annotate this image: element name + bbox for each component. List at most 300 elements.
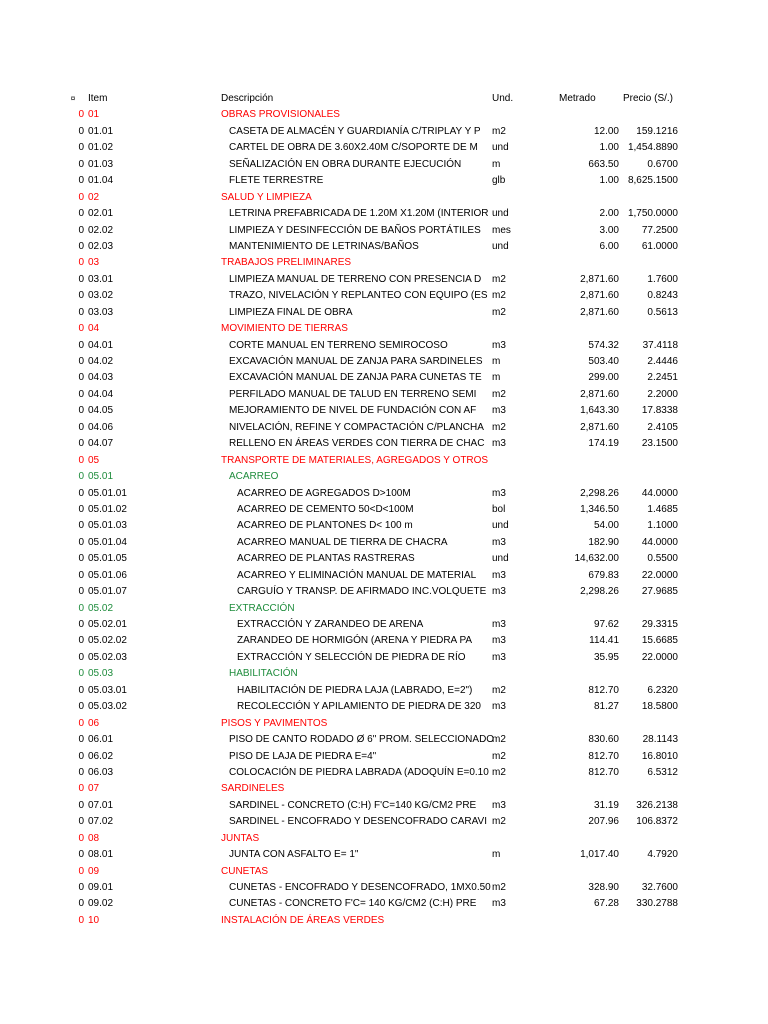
- flag-cell: 0: [78, 372, 84, 384]
- flag-cell: 0: [78, 224, 84, 236]
- item-code-cell: 05.03.02: [88, 701, 127, 713]
- chapter-row: [0, 453, 768, 469]
- description-cell: SARDINELES: [221, 783, 285, 795]
- item-code-cell: 05.01.07: [88, 586, 127, 598]
- unit-cell: m3: [492, 536, 506, 548]
- metrado-cell: 1,017.40: [580, 849, 619, 861]
- description-cell: CARGUÍO Y TRANSP. DE AFIRMADO INC.VOLQUETE: [237, 586, 487, 598]
- precio-cell: 15.6685: [641, 635, 678, 647]
- item-code-cell: 05.01.01: [88, 487, 127, 499]
- flag-cell: 0: [78, 438, 84, 450]
- item-row: [0, 568, 768, 584]
- flag-cell: 0: [78, 273, 84, 285]
- flag-cell: 0: [78, 799, 84, 811]
- flag-cell: 0: [78, 306, 84, 318]
- item-code-cell: 01.02: [88, 142, 114, 154]
- chapter-row: [0, 864, 768, 880]
- flag-cell: 0: [78, 602, 84, 614]
- description-cell: MOVIMIENTO DE TIERRAS: [221, 323, 348, 335]
- metrado-cell: 812.70: [588, 750, 619, 762]
- item-code-cell: 08: [88, 832, 100, 844]
- flag-cell: 0: [78, 553, 84, 565]
- item-code-cell: 09: [88, 865, 100, 877]
- flag-cell: 0: [78, 816, 84, 828]
- unit-cell: m2: [492, 290, 506, 302]
- metrado-cell: 114.41: [589, 635, 619, 647]
- precio-cell: 1,454.8890: [627, 142, 678, 154]
- precio-cell: 61.0000: [641, 240, 678, 252]
- precio-cell: 29.3315: [641, 619, 678, 630]
- precio-cell: 2.2000: [647, 388, 678, 400]
- description-cell: LIMPIEZA Y DESINFECCIÓN DE BAÑOS PORTÁTILES: [229, 224, 481, 236]
- description-cell: SEÑALIZACIÓN EN OBRA DURANTE EJECUCIÓN: [229, 158, 462, 170]
- flag-cell: 0: [78, 191, 84, 203]
- flag-cell: 0: [78, 619, 84, 630]
- flag-cell: 0: [78, 701, 84, 713]
- chapter-row: [0, 321, 768, 337]
- item-row: [0, 403, 768, 419]
- unit-cell: m2: [492, 273, 506, 285]
- item-code-cell: 05.01.02: [88, 503, 127, 515]
- item-row: [0, 124, 768, 140]
- metrado-cell: 174.19: [588, 438, 619, 450]
- description-cell: ACARREO DE AGREGADOS D>100M: [237, 487, 411, 499]
- precio-cell: 0.8243: [647, 290, 678, 302]
- description-cell: EXTRACCIÓN Y ZARANDEO DE ARENA: [237, 619, 424, 630]
- metrado-cell: 12.00: [593, 125, 619, 137]
- precio-cell: 28.1143: [642, 734, 678, 746]
- description-cell: MANTENIMIENTO DE LETRINAS/BAÑOS: [229, 240, 419, 252]
- item-row: [0, 420, 768, 436]
- item-code-cell: 05.01.05: [88, 553, 127, 565]
- flag-cell: 0: [78, 356, 84, 367]
- precio-cell: 18.5800: [641, 701, 678, 713]
- item-code-cell: 04.06: [88, 421, 114, 433]
- precio-cell: 106.8372: [636, 816, 678, 828]
- item-code-cell: 01: [88, 109, 100, 121]
- item-row: [0, 140, 768, 156]
- metrado-cell: 503.40: [588, 356, 619, 367]
- flag-cell: 0: [78, 734, 84, 746]
- item-code-cell: 01.04: [88, 175, 114, 187]
- metrado-cell: 812.70: [588, 684, 619, 696]
- unit-cell: und: [492, 520, 509, 532]
- flag-cell: 0: [78, 586, 84, 598]
- metrado-cell: 2,298.26: [580, 487, 619, 499]
- item-code-cell: 05.01.03: [88, 520, 127, 532]
- metrado-cell: 31.19: [593, 799, 619, 811]
- item-row: [0, 551, 768, 567]
- precio-cell: 17.8338: [641, 405, 678, 417]
- flag-cell: 0: [78, 668, 84, 680]
- flag-cell: 0: [78, 323, 84, 335]
- unit-cell: m3: [492, 898, 506, 910]
- chapter-row: [0, 831, 768, 847]
- precio-cell: 4.7920: [647, 849, 678, 861]
- precio-cell: 0.6700: [647, 158, 678, 170]
- chapter-row: [0, 913, 768, 929]
- item-row: [0, 518, 768, 534]
- unit-cell: m3: [492, 569, 506, 581]
- description-cell: EXTRACCIÓN: [229, 602, 295, 614]
- item-code-cell: 04.04: [88, 388, 114, 400]
- unit-cell: m3: [492, 701, 506, 713]
- item-code-cell: 04.03: [88, 372, 114, 384]
- description-cell: TRABAJOS PRELIMINARES: [221, 257, 352, 269]
- unit-cell: m3: [492, 651, 506, 663]
- description-cell: FLETE TERRESTRE: [229, 175, 324, 187]
- description-cell: OBRAS PROVISIONALES: [221, 109, 340, 121]
- item-code-cell: 04.07: [88, 438, 114, 450]
- flag-cell: 0: [78, 125, 84, 137]
- item-code-cell: 06.01: [88, 734, 114, 746]
- flag-cell: 0: [78, 750, 84, 762]
- unit-cell: m3: [492, 799, 506, 811]
- item-row: [0, 272, 768, 288]
- description-cell: CORTE MANUAL EN TERRENO SEMIROCOSO: [229, 339, 448, 351]
- item-code-cell: 08.01: [88, 849, 114, 861]
- flag-cell: 0: [78, 109, 84, 121]
- metrado-cell: 574.32: [588, 339, 619, 351]
- unit-cell: m2: [492, 882, 506, 893]
- chapter-row: [0, 255, 768, 271]
- precio-cell: 1,750.0000: [627, 208, 678, 220]
- metrado-cell: 2,871.60: [580, 290, 619, 302]
- precio-cell: 1.7600: [647, 273, 678, 285]
- item-code-cell: 05.02.03: [88, 651, 127, 663]
- precio-cell: 2.4446: [647, 356, 678, 367]
- metrado-cell: 14,632.00: [574, 553, 619, 565]
- item-row: [0, 765, 768, 781]
- item-code-cell: 07.02: [88, 816, 114, 828]
- description-cell: ACARREO DE PLANTONES D< 100 m: [237, 520, 413, 532]
- flag-cell: 0: [78, 635, 84, 647]
- item-row: [0, 288, 768, 304]
- description-cell: JUNTAS: [221, 832, 260, 844]
- description-cell: RELLENO EN ÁREAS VERDES CON TIERRA DE CHAC: [229, 438, 485, 450]
- unit-cell: m2: [492, 306, 506, 318]
- item-row: [0, 847, 768, 863]
- item-code-cell: 10: [88, 914, 100, 926]
- precio-cell: 23.1500: [641, 438, 678, 450]
- description-cell: ACARREO: [229, 471, 279, 483]
- flag-cell: 0: [78, 684, 84, 696]
- item-code-cell: 02.02: [88, 224, 114, 236]
- description-cell: LIMPIEZA FINAL DE OBRA: [229, 306, 353, 318]
- description-cell: INSTALACIÓN DE ÁREAS VERDES: [221, 914, 385, 926]
- chapter-row: [0, 190, 768, 206]
- precio-cell: 330.2788: [636, 898, 678, 910]
- unit-cell: m2: [492, 734, 506, 746]
- description-cell: CUNETAS - ENCOFRADO Y DESENCOFRADO, 1MX0.50: [229, 882, 491, 893]
- metrado-cell: 1,643.30: [580, 405, 619, 417]
- subchapter-row: [0, 601, 768, 617]
- unit-cell: m3: [492, 438, 506, 450]
- description-cell: EXTRACCIÓN Y SELECCIÓN DE PIEDRA DE RÍO: [237, 651, 466, 663]
- description-cell: EXCAVACIÓN MANUAL DE ZANJA PARA SARDINELES: [229, 356, 483, 367]
- item-row: [0, 732, 768, 748]
- metrado-cell: 54.00: [593, 520, 619, 532]
- description-cell: SALUD Y LIMPIEZA: [221, 191, 312, 203]
- metrado-cell: 2,871.60: [580, 273, 619, 285]
- unit-cell: m2: [492, 388, 506, 400]
- description-cell: TRAZO, NIVELACIÓN Y REPLANTEO CON EQUIPO (ES: [229, 290, 488, 302]
- flag-cell: 0: [78, 898, 84, 910]
- flag-cell: 0: [78, 290, 84, 302]
- flag-cell: 0: [78, 914, 84, 926]
- item-code-cell: 05.01.06: [88, 569, 127, 581]
- description-cell: ACARREO DE CEMENTO 50<D<100M: [237, 503, 414, 515]
- item-row: [0, 305, 768, 321]
- description-cell: SARDINEL - ENCOFRADO Y DESENCOFRADO CARAVI: [229, 816, 488, 828]
- item-row: [0, 535, 768, 551]
- unit-cell: m2: [492, 816, 506, 828]
- item-row: [0, 173, 768, 189]
- unit-cell: m2: [492, 125, 506, 137]
- precio-cell: 2.2451: [647, 372, 678, 384]
- item-code-cell: 04.02: [88, 356, 114, 367]
- chapter-row: [0, 716, 768, 732]
- unit-cell: m3: [492, 619, 506, 630]
- chapter-row: [0, 107, 768, 123]
- metrado-cell: 2,298.26: [580, 586, 619, 598]
- metrado-cell: 2,871.60: [580, 421, 619, 433]
- description-cell: HABILITACIÓN: [229, 668, 298, 680]
- metrado-cell: 67.28: [593, 898, 619, 910]
- item-row: [0, 338, 768, 354]
- unit-cell: m: [492, 849, 501, 861]
- precio-cell: 0.5613: [647, 306, 678, 318]
- unit-cell: m3: [492, 635, 506, 647]
- precio-cell: 44.0000: [641, 487, 678, 499]
- precio-cell: 159.1216: [636, 125, 678, 137]
- unit-cell: m3: [492, 487, 506, 499]
- description-cell: CASETA DE ALMACÉN Y GUARDIANÍA C/TRIPLAY Y P: [229, 125, 481, 137]
- description-cell: ACARREO MANUAL DE TIERRA DE CHACRA: [237, 536, 448, 548]
- flag-cell: 0: [78, 536, 84, 548]
- header-metrado: Metrado: [559, 93, 596, 104]
- flag-cell: 0: [78, 454, 84, 466]
- item-row: [0, 223, 768, 239]
- precio-cell: 326.2138: [636, 799, 678, 811]
- metrado-cell: 812.70: [588, 766, 619, 778]
- metrado-cell: 299.00: [588, 372, 619, 384]
- unit-cell: m: [492, 158, 501, 170]
- metrado-cell: 2,871.60: [580, 306, 619, 318]
- description-cell: CUNETAS - CONCRETO F'C= 140 KG/CM2 (C:H) PRE: [229, 898, 477, 910]
- flag-cell: 0: [78, 865, 84, 877]
- description-cell: COLOCACIÓN DE PIEDRA LABRADA (ADOQUÍN E=0.10: [229, 766, 489, 778]
- metrado-cell: 182.90: [588, 536, 619, 548]
- description-cell: JUNTA CON ASFALTO E= 1": [229, 849, 359, 861]
- precio-cell: 8,625.1500: [627, 175, 678, 187]
- description-cell: MEJORAMIENTO DE NIVEL DE FUNDACIÓN CON AF: [229, 405, 477, 417]
- flag-cell: 0: [78, 832, 84, 844]
- description-cell: LETRINA PREFABRICADA DE 1.20M X1.20M (INTERIOR: [229, 208, 489, 220]
- metrado-cell: 1.00: [599, 175, 619, 187]
- description-cell: EXCAVACIÓN MANUAL DE ZANJA PARA CUNETAS TE: [229, 372, 482, 384]
- metrado-cell: 1.00: [599, 142, 619, 154]
- flag-cell: 0: [78, 405, 84, 417]
- item-row: [0, 814, 768, 830]
- item-row: [0, 749, 768, 765]
- budget-sheet: [0, 91, 768, 929]
- precio-cell: 1.1000: [647, 520, 678, 532]
- flag-cell: 0: [78, 339, 84, 351]
- description-cell: ACARREO DE PLANTAS RASTRERAS: [237, 553, 415, 565]
- flag-cell: 0: [78, 471, 84, 483]
- description-cell: CUNETAS: [221, 865, 269, 877]
- flag-cell: 0: [78, 142, 84, 154]
- subchapter-row: [0, 469, 768, 485]
- item-code-cell: 09.02: [88, 898, 114, 910]
- item-code-cell: 05.02.01: [88, 619, 127, 630]
- item-row: [0, 683, 768, 699]
- metrado-cell: 97.62: [593, 619, 619, 630]
- item-row: [0, 157, 768, 173]
- unit-cell: m3: [492, 339, 506, 351]
- unit-cell: m2: [492, 421, 506, 433]
- item-row: [0, 633, 768, 649]
- description-cell: PISO DE CANTO RODADO Ø 6" PROM. SELECCIONADO: [229, 734, 495, 746]
- subchapter-row: [0, 666, 768, 682]
- item-row: [0, 584, 768, 600]
- header-und: Und.: [492, 93, 514, 104]
- item-row: [0, 617, 768, 633]
- item-code-cell: 05.03.01: [88, 684, 127, 696]
- flag-cell: 0: [78, 240, 84, 252]
- metrado-cell: 830.60: [588, 734, 619, 746]
- item-code-cell: 03.03: [88, 306, 114, 318]
- item-row: [0, 798, 768, 814]
- item-code-cell: 05.02.02: [88, 635, 127, 647]
- unit-cell: und: [492, 208, 509, 220]
- metrado-cell: 663.50: [588, 158, 619, 170]
- item-row: [0, 486, 768, 502]
- metrado-cell: 328.90: [588, 882, 619, 893]
- precio-cell: 22.0000: [641, 651, 678, 663]
- item-code-cell: 07: [88, 783, 100, 795]
- item-code-cell: 02.01: [88, 208, 114, 220]
- item-code-cell: 05: [88, 454, 100, 466]
- item-code-cell: 03.02: [88, 290, 114, 302]
- flag-cell: 0: [78, 766, 84, 778]
- unit-cell: m2: [492, 766, 506, 778]
- description-cell: LIMPIEZA MANUAL DE TERRENO CON PRESENCIA D: [229, 273, 482, 285]
- precio-cell: 44.0000: [641, 536, 678, 548]
- unit-cell: und: [492, 142, 509, 154]
- flag-cell: 0: [78, 651, 84, 663]
- description-cell: RECOLECCIÓN Y APILAMIENTO DE PIEDRA DE 320: [237, 701, 481, 713]
- item-code-cell: 06.03: [88, 766, 114, 778]
- flag-cell: 0: [78, 175, 84, 187]
- header-row: [0, 91, 768, 107]
- flag-cell: 0: [78, 208, 84, 220]
- flag-cell: 0: [78, 717, 84, 729]
- flag-cell: 0: [78, 421, 84, 433]
- item-code-cell: 05.01: [88, 471, 114, 483]
- precio-cell: 77.2500: [641, 224, 678, 236]
- item-code-cell: 04.01: [88, 339, 114, 351]
- item-code-cell: 09.01: [88, 882, 114, 893]
- unit-cell: glb: [492, 175, 506, 187]
- unit-cell: m2: [492, 750, 506, 762]
- item-code-cell: 04: [88, 323, 100, 335]
- metrado-cell: 35.95: [593, 651, 619, 663]
- flag-cell: 0: [78, 388, 84, 400]
- item-code-cell: 04.05: [88, 405, 114, 417]
- unit-cell: m: [492, 356, 501, 367]
- metrado-cell: 1,346.50: [580, 503, 619, 515]
- header-flag-icon: ¤: [70, 94, 76, 103]
- item-code-cell: 06.02: [88, 750, 114, 762]
- precio-cell: 6.5312: [647, 766, 678, 778]
- precio-cell: 6.2320: [647, 684, 678, 696]
- description-cell: ACARREO Y ELIMINACIÓN MANUAL DE MATERIAL: [237, 569, 477, 581]
- metrado-cell: 2.00: [599, 208, 619, 220]
- description-cell: TRANSPORTE DE MATERIALES, AGREGADOS Y OTROS: [221, 454, 489, 466]
- item-row: [0, 387, 768, 403]
- item-code-cell: 03: [88, 257, 100, 269]
- item-row: [0, 239, 768, 255]
- flag-cell: 0: [78, 882, 84, 893]
- description-cell: CARTEL DE OBRA DE 3.60X2.40M C/SOPORTE DE M: [229, 142, 478, 154]
- item-row: [0, 880, 768, 896]
- item-code-cell: 06: [88, 717, 100, 729]
- item-code-cell: 05.03: [88, 668, 114, 680]
- precio-cell: 37.4118: [642, 339, 678, 351]
- flag-cell: 0: [78, 783, 84, 795]
- unit-cell: bol: [492, 503, 506, 515]
- description-cell: NIVELACIÓN, REFINE Y COMPACTACIÓN C/PLANCHA: [229, 421, 484, 433]
- description-cell: PERFILADO MANUAL DE TALUD EN TERRENO SEMI: [229, 388, 477, 400]
- description-cell: PISO DE LAJA DE PIEDRA E=4": [229, 750, 377, 762]
- description-cell: ZARANDEO DE HORMIGÓN (ARENA Y PIEDRA PA: [237, 635, 473, 647]
- unit-cell: und: [492, 240, 509, 252]
- item-code-cell: 01.01: [88, 125, 114, 137]
- chapter-row: [0, 781, 768, 797]
- precio-cell: 0.5500: [647, 553, 678, 565]
- flag-cell: 0: [78, 569, 84, 581]
- metrado-cell: 2,871.60: [580, 388, 619, 400]
- description-cell: HABILITACIÓN DE PIEDRA LAJA (LABRADO, E=2"): [237, 684, 473, 696]
- item-code-cell: 07.01: [88, 799, 114, 811]
- item-code-cell: 02: [88, 191, 100, 203]
- item-code-cell: 01.03: [88, 158, 114, 170]
- metrado-cell: 3.00: [599, 224, 619, 236]
- unit-cell: und: [492, 553, 509, 565]
- header-descripcion: Descripción: [221, 93, 274, 104]
- precio-cell: 32.7600: [641, 882, 678, 893]
- metrado-cell: 207.96: [588, 816, 619, 828]
- metrado-cell: 6.00: [599, 240, 619, 252]
- item-row: [0, 436, 768, 452]
- item-code-cell: 03.01: [88, 273, 114, 285]
- precio-cell: 27.9685: [641, 586, 678, 598]
- unit-cell: m: [492, 372, 501, 384]
- item-row: [0, 206, 768, 222]
- unit-cell: m2: [492, 684, 506, 696]
- item-row: [0, 896, 768, 912]
- description-cell: SARDINEL - CONCRETO (C:H) F'C=140 KG/CM2 PRE: [229, 799, 477, 811]
- item-code-cell: 02.03: [88, 240, 114, 252]
- description-cell: PISOS Y PAVIMENTOS: [221, 717, 328, 729]
- precio-cell: 2.4105: [647, 421, 678, 433]
- header-precio: Precio (S/.): [623, 93, 674, 104]
- budget-rows: [0, 107, 768, 929]
- item-row: [0, 650, 768, 666]
- flag-cell: 0: [78, 487, 84, 499]
